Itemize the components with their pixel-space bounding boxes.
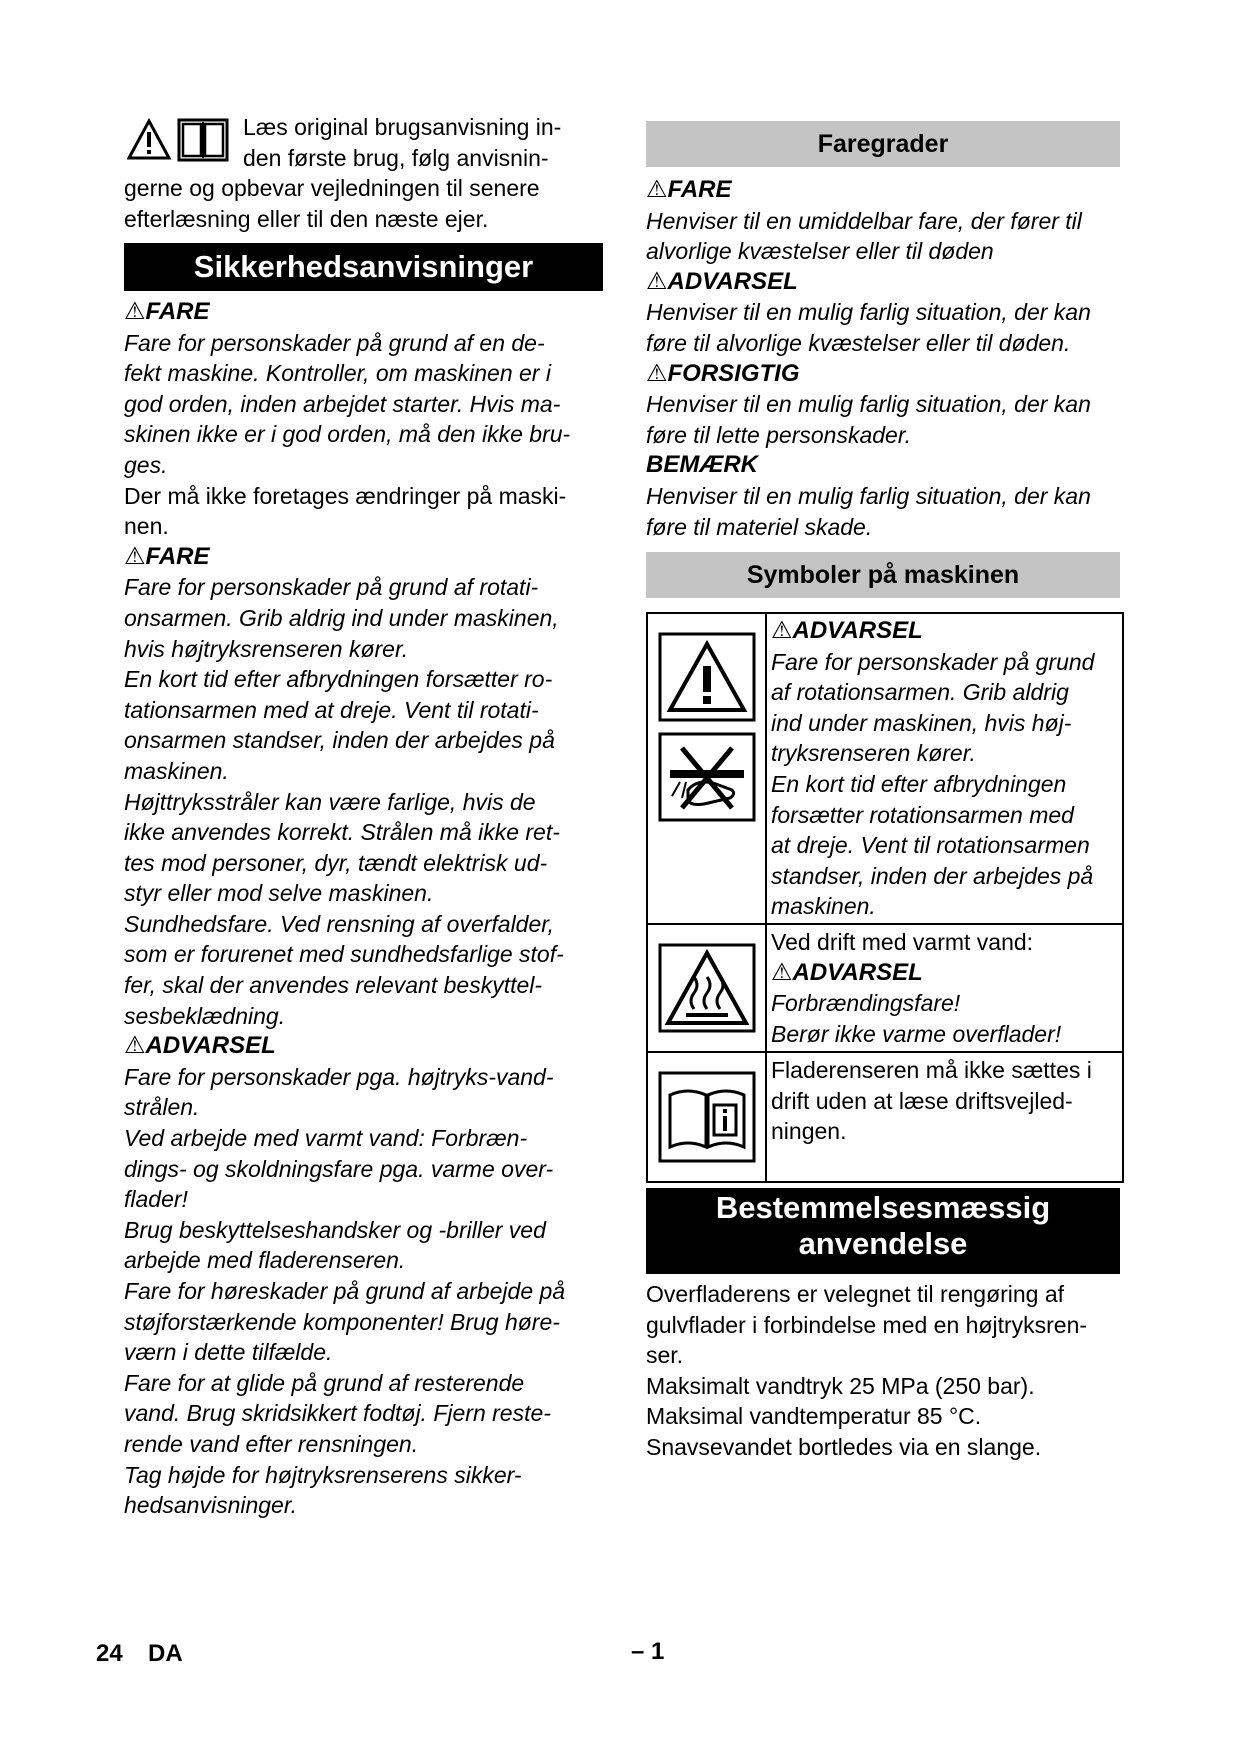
general-warning-icon [658,632,756,722]
advarsel-line: strålen. [124,1094,200,1121]
fare-2-line: Sundhedsfare. Ved rensning af overfalder, [124,910,555,937]
advarsel-line: arbejde med fladerenseren. [124,1247,406,1274]
fare-1-label: ⚠FARE [124,298,210,325]
usage-title-line-1: Bestemmelsesmæssig [715,1190,1051,1225]
fare-1-line: fekt maskine. Kontroller, om maskinen er i [124,360,551,387]
intro-line-2: den første brug, følg anvisnin- [243,144,549,171]
usage-line: Snavsevandet bortledes via en slange. [646,1433,1042,1460]
advarsel-line: flader! [124,1186,188,1213]
symbol-row1-line: at dreje. Vent til rotationsarmen [771,832,1090,859]
symbol-row1-line: maskinen. [771,893,876,920]
fare-2-line: onsarmen. Grib aldrig ind under maskinen, [124,604,559,631]
usage-line: ser. [646,1342,684,1369]
levels-title: Faregrader [646,121,1120,167]
level-bemaerk-line: Henviser til en mulig farlig situation, der kan [646,482,1091,509]
intro-line-4: efterlæsning eller til den næste ejer. [124,205,489,232]
intro-line-3: gerne og opbevar vejledningen til senere [124,175,540,202]
symbol-text-cell [767,1053,1122,1181]
symbol-row [648,614,1122,923]
footer-language: DA [148,1640,183,1667]
level-advarsel-line: føre til alvorlige kvæstelser eller til døden. [646,329,1071,356]
level-forsigtig-label: ⚠FORSIGTIG [646,359,800,387]
usage-body [646,1279,1126,1463]
symbol-row [648,1051,1122,1181]
advarsel-line: Tag højde for højtryksrenserens sikker- [124,1461,522,1488]
fare-2-line: styr eller mod selve maskinen. [124,880,434,907]
level-fare-label: ⚠FARE [646,176,732,203]
fare-1-line: ges. [124,451,168,478]
advarsel-line: hedsanvisninger. [124,1492,298,1519]
symbol-row1-line: tryksrenseren kører. [771,740,976,767]
intro-block [124,112,604,234]
advarsel-line: Fare for personskader pga. højtryks-vand- [124,1063,554,1090]
symbol-row2-line: Berør ikke varme overflader! [771,1020,1062,1047]
advarsel-line: vand. Brug skridsikkert fodtøj. Fjern reste- [124,1400,551,1427]
fare-2-line: En kort tid efter afbrydningen forsætter ro- [124,666,553,693]
fare-2-line: fer, skal der anvendes relevant beskyttel- [124,972,543,999]
advarsel-line: Ved arbejde med varmt vand: Forbræn- [124,1125,528,1152]
symbol-icon-cell [648,1053,767,1181]
usage-line: Maksimal vandtemperatur 85 °C. [646,1403,982,1430]
fare-2-line: tationsarmen med at dreje. Vent til rotati- [124,696,539,723]
symbol-row3-line: Fladerenseren må ikke sættes i [771,1057,1092,1083]
fare-2-line: maskinen. [124,757,229,784]
footer-page-number: 24 [96,1640,123,1667]
usage-line: Maksimalt vandtryk 25 MPa (250 bar). [646,1372,1035,1399]
intro-line-1: Læs original brugsanvisning in- [243,114,562,140]
symbol-advarsel-label: ⚠ADVARSEL [771,617,923,644]
symbol-row1-line: Fare for personskader på grund [771,648,1095,675]
fare-2-line: sesbeklædning. [124,1002,286,1029]
modification-line: nen. [124,513,169,540]
level-advarsel-label: ⚠ADVARSEL [646,267,798,295]
fare-1-line: god orden, inden arbejdet starter. Hvis ma- [124,390,561,417]
symbol-row1-line: En kort tid efter afbrydningen [771,770,1067,797]
usage-title [646,1188,1120,1274]
symbol-icon-cell [648,925,767,1051]
advarsel-line: Fare for at glide på grund af resterende [124,1369,525,1396]
symbols-table [646,612,1124,1183]
usage-title-line-2: anvendelse [798,1226,968,1261]
levels-body [646,175,1126,542]
footer-center-number: – 1 [631,1638,665,1665]
advarsel-line: værn i dette tilfælde. [124,1339,333,1366]
advarsel-line: dings- og skoldningsfare pga. varme over- [124,1155,554,1182]
fare-2-line: som er forurenet med sundhedsfarlige stof- [124,941,564,968]
read-manual-info-icon [658,1071,756,1163]
fare-2-line: onsarmen standser, inden der arbejdes på [124,727,555,754]
fare-2-line: Højttryksstråler kan være farlige, hvis de [124,788,536,815]
hot-surface-warning-icon [658,943,756,1033]
level-advarsel-line: Henviser til en mulig farlig situation, der kan [646,299,1091,326]
symbol-row3-line: ningen. [771,1118,847,1145]
symbol-row2-label: ⚠ADVARSEL [771,958,923,986]
manual-book-icon [179,120,227,160]
advarsel-line: støjforstærkende komponenter! Brug høre- [124,1308,560,1335]
usage-line: Overfladerens er velegnet til rengøring af [646,1281,1065,1307]
safety-title: Sikkerhedsanvisninger [124,243,603,291]
safety-body [124,297,604,1521]
symbol-row3-line: drift uden at læse driftsvejled- [771,1087,1073,1114]
advarsel-line: Brug beskyttelseshandsker og -briller ved [124,1216,546,1243]
level-fare-line: Henviser til en umiddelbar fare, der fører til [646,207,1082,234]
symbol-text-cell [767,925,1122,1051]
level-fare-line: alvorlige kvæstelser eller til døden [646,238,994,265]
hand-injury-prohibited-icon [658,732,756,822]
symbols-title: Symboler på maskinen [646,552,1120,598]
fare-1-line: Fare for personskader på grund af en de- [124,329,545,356]
fare-2-line: Fare for personskader på grund af rotati- [124,574,539,601]
symbol-icon-cell [648,614,767,923]
symbol-row2-line: Forbrændingsfare! [771,990,961,1017]
symbol-row2-intro: Ved drift med varmt vand: [771,929,1034,955]
fare-2-label: ⚠FARE [124,542,210,570]
fare-1-line: skinen ikke er i god orden, må den ikke bru- [124,421,571,448]
symbol-row1-line: af rotationsarmen. Grib aldrig [771,679,1069,706]
symbol-text-cell [767,614,1122,923]
warning-triangle-icon [127,118,231,162]
advarsel-line: rende vand efter rensningen. [124,1430,419,1457]
advarsel-line: Fare for høreskader på grund af arbejde på [124,1278,566,1304]
symbol-row1-line: standser, inden der arbejdes på [771,862,1094,889]
level-bemaerk-line: føre til materiel skade. [646,513,873,540]
fare-2-line: hvis højtryksrenseren kører. [124,635,409,662]
modification-line: Der må ikke foretages ændringer på maski- [124,482,567,509]
fare-2-line: tes mod personer, dyr, tændt elektrisk ud- [124,849,548,876]
advarsel-label: ⚠ADVARSEL [124,1032,276,1060]
symbol-row1-line: forsætter rotationsarmen med [771,801,1074,828]
level-forsigtig-line: føre til lette personskader. [646,421,912,448]
level-bemaerk-label: BEMÆRK [646,451,758,479]
usage-line: gulvflader i forbindelse med en højtryksren- [646,1311,1088,1338]
level-forsigtig-line: Henviser til en mulig farlig situation, der kan [646,391,1091,418]
symbol-row [648,923,1122,1051]
symbol-row1-line: ind under maskinen, hvis høj- [771,709,1072,736]
fare-2-line: ikke anvendes korrekt. Strålen må ikke ret- [124,819,560,846]
